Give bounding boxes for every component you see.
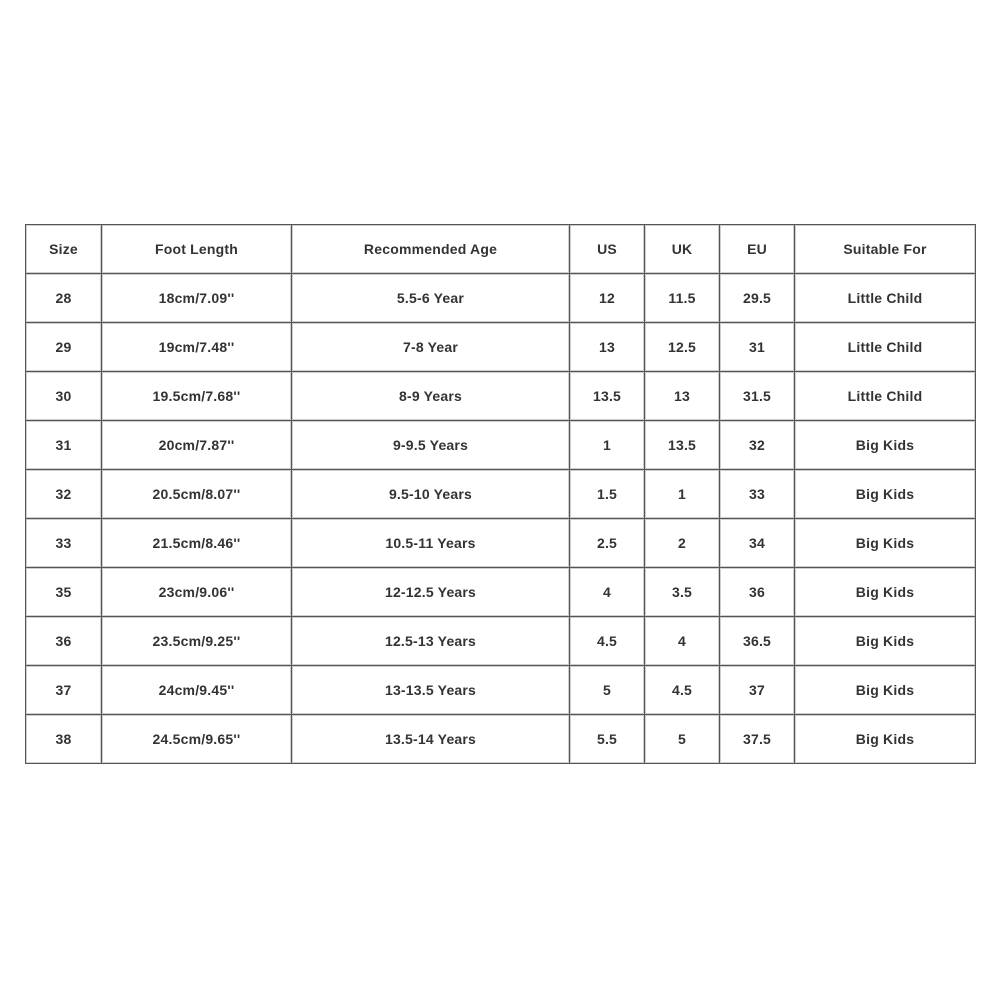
cell-foot-length: 20cm/7.87'' <box>102 421 292 470</box>
cell-foot-length: 23cm/9.06'' <box>102 568 292 617</box>
cell-recommended-age: 7-8 Year <box>292 323 570 372</box>
cell-suitable-for: Big Kids <box>795 470 976 519</box>
cell-uk: 13.5 <box>645 421 720 470</box>
size-chart-table <box>25 224 976 764</box>
table-row <box>26 617 976 666</box>
cell-eu: 36 <box>720 568 795 617</box>
cell-foot-length: 18cm/7.09'' <box>102 274 292 323</box>
cell-suitable-for: Little Child <box>795 274 976 323</box>
cell-foot-length: 23.5cm/9.25'' <box>102 617 292 666</box>
cell-size: 29 <box>26 323 102 372</box>
cell-size: 28 <box>26 274 102 323</box>
header-us: US <box>570 225 645 274</box>
cell-us: 5.5 <box>570 715 645 764</box>
cell-eu: 37 <box>720 666 795 715</box>
cell-foot-length: 19cm/7.48'' <box>102 323 292 372</box>
cell-size: 32 <box>26 470 102 519</box>
cell-size: 37 <box>26 666 102 715</box>
header-foot-length: Foot Length <box>102 225 292 274</box>
cell-suitable-for: Big Kids <box>795 666 976 715</box>
cell-uk: 4.5 <box>645 666 720 715</box>
cell-recommended-age: 9-9.5 Years <box>292 421 570 470</box>
cell-uk: 13 <box>645 372 720 421</box>
cell-recommended-age: 12-12.5 Years <box>292 568 570 617</box>
cell-suitable-for: Big Kids <box>795 519 976 568</box>
cell-foot-length: 24.5cm/9.65'' <box>102 715 292 764</box>
cell-us: 5 <box>570 666 645 715</box>
cell-suitable-for: Big Kids <box>795 715 976 764</box>
header-size: Size <box>26 225 102 274</box>
header-uk: UK <box>645 225 720 274</box>
cell-recommended-age: 13-13.5 Years <box>292 666 570 715</box>
cell-uk: 3.5 <box>645 568 720 617</box>
cell-foot-length: 19.5cm/7.68'' <box>102 372 292 421</box>
cell-foot-length: 21.5cm/8.46'' <box>102 519 292 568</box>
cell-uk: 12.5 <box>645 323 720 372</box>
table-row <box>26 372 976 421</box>
cell-us: 13.5 <box>570 372 645 421</box>
table-row <box>26 568 976 617</box>
table-row <box>26 519 976 568</box>
cell-foot-length: 20.5cm/8.07'' <box>102 470 292 519</box>
table-row <box>26 274 976 323</box>
cell-us: 12 <box>570 274 645 323</box>
cell-recommended-age: 10.5-11 Years <box>292 519 570 568</box>
cell-suitable-for: Big Kids <box>795 617 976 666</box>
cell-eu: 31.5 <box>720 372 795 421</box>
cell-eu: 29.5 <box>720 274 795 323</box>
cell-eu: 36.5 <box>720 617 795 666</box>
cell-eu: 37.5 <box>720 715 795 764</box>
cell-size: 35 <box>26 568 102 617</box>
cell-uk: 1 <box>645 470 720 519</box>
cell-uk: 4 <box>645 617 720 666</box>
cell-suitable-for: Little Child <box>795 372 976 421</box>
cell-size: 36 <box>26 617 102 666</box>
cell-recommended-age: 9.5-10 Years <box>292 470 570 519</box>
cell-size: 30 <box>26 372 102 421</box>
cell-us: 13 <box>570 323 645 372</box>
table-row <box>26 715 976 764</box>
cell-size: 31 <box>26 421 102 470</box>
table-row <box>26 323 976 372</box>
cell-size: 38 <box>26 715 102 764</box>
cell-eu: 32 <box>720 421 795 470</box>
cell-recommended-age: 12.5-13 Years <box>292 617 570 666</box>
cell-us: 4 <box>570 568 645 617</box>
cell-uk: 11.5 <box>645 274 720 323</box>
cell-suitable-for: Little Child <box>795 323 976 372</box>
header-suitable-for: Suitable For <box>795 225 976 274</box>
cell-us: 1 <box>570 421 645 470</box>
cell-eu: 33 <box>720 470 795 519</box>
cell-eu: 34 <box>720 519 795 568</box>
cell-us: 2.5 <box>570 519 645 568</box>
cell-us: 1.5 <box>570 470 645 519</box>
cell-suitable-for: Big Kids <box>795 568 976 617</box>
header-row <box>26 225 976 274</box>
table-row <box>26 470 976 519</box>
header-recommended-age: Recommended Age <box>292 225 570 274</box>
cell-us: 4.5 <box>570 617 645 666</box>
cell-suitable-for: Big Kids <box>795 421 976 470</box>
table-row <box>26 421 976 470</box>
cell-recommended-age: 13.5-14 Years <box>292 715 570 764</box>
cell-recommended-age: 5.5-6 Year <box>292 274 570 323</box>
cell-foot-length: 24cm/9.45'' <box>102 666 292 715</box>
header-eu: EU <box>720 225 795 274</box>
cell-eu: 31 <box>720 323 795 372</box>
cell-size: 33 <box>26 519 102 568</box>
cell-uk: 2 <box>645 519 720 568</box>
cell-uk: 5 <box>645 715 720 764</box>
table-row <box>26 666 976 715</box>
cell-recommended-age: 8-9 Years <box>292 372 570 421</box>
